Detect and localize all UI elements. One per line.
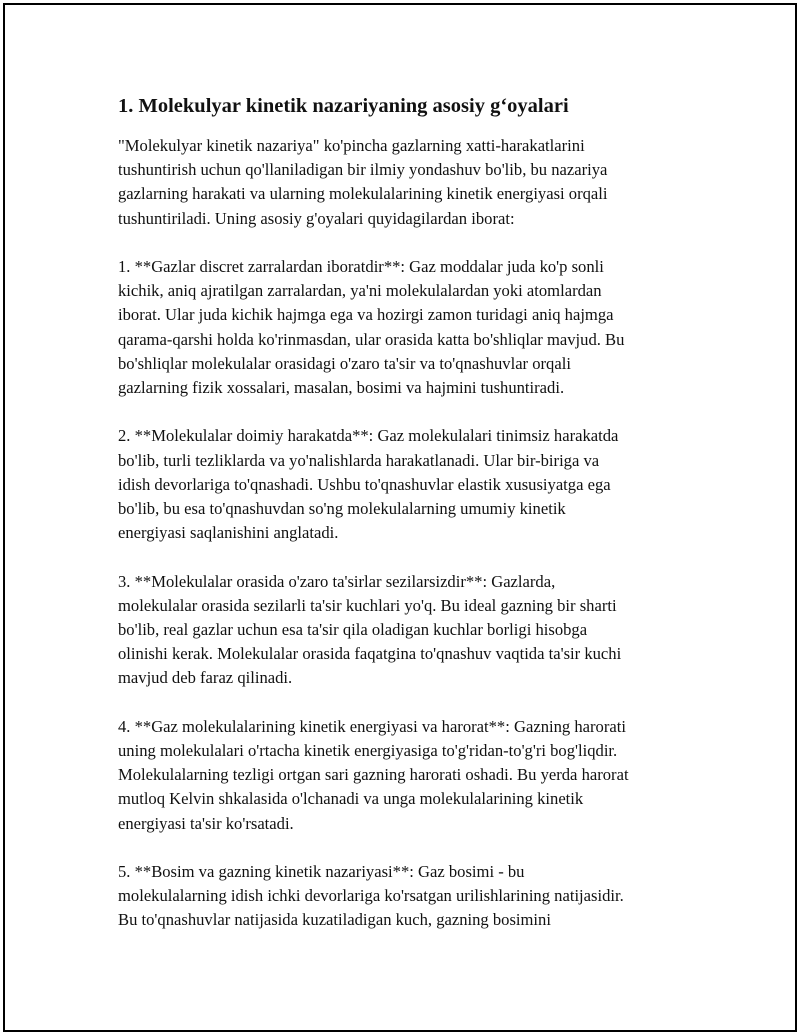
text-line: kichik, aniq ajratilgan zarralardan, ya'ni molekulalardan yoki atomlardan (118, 281, 602, 301)
text-line: molekulalarning idish ichki devorlariga ko'rsatgan urilishlarining natijasidir. (118, 886, 624, 906)
intro-paragraph (118, 134, 698, 231)
text-line: olinishi kerak. Molekulalar orasida faqatgina to'qnashuv vaqtida ta'sir kuchi (118, 644, 622, 664)
text-line: gazlarning fizik xossalari, masalan, bosimi va hajmini tushuntiradi. (118, 378, 565, 398)
text-line: 2. **Molekulalar doimiy harakatda**: Gaz molekulalari tinimsiz harakatda (118, 426, 619, 446)
text-line: 1. **Gazlar discret zarralardan iboratdir**: Gaz moddalar juda ko'p sonli (118, 257, 604, 276)
text-line: mutloq Kelvin shkalasida o'lchanadi va unga molekulalarining kinetik (118, 789, 584, 809)
text-line: Molekulalarning tezligi ortgan sari gazning harorati oshadi. Bu yerda harorat (118, 765, 629, 785)
text-line: uning molekulalari o'rtacha kinetik energiyasiga to'g'ridan-to'g'ri bog'liqdir. (118, 741, 618, 761)
text-line: idish devorlariga to'qnashadi. Ushbu to'qnashuvlar elastik xususiyatga ega (118, 474, 611, 494)
text-line: energiyasi saqlanishini anglatadi. (118, 523, 339, 543)
point-4-paragraph (118, 715, 698, 836)
text-line: iborat. Ular juda kichik hajmga ega va hozirgi zamon turidagi aniq hajmga (118, 305, 614, 325)
point-5-paragraph (118, 860, 698, 933)
text-line: gazlarning harakati va ularning molekulalarining kinetik energiyasi orqali (118, 184, 608, 204)
text-line: molekulalar orasida sezilarli ta'sir kuchlari yo'q. Bu ideal gazning bir sharti (118, 595, 617, 615)
text-line: bo'lib, turli tezliklarda va yo'nalishlarda harakatlanadi. Ular bir-biriga va (118, 450, 600, 470)
text-line: qarama-qarshi holda ko'rinmasdan, ular orasida katta bo'shliqlar mavjud. Bu (118, 329, 625, 349)
section-title: 1. Molekulyar kinetik nazariyaning asosiy g‘oyalari (118, 95, 569, 117)
text-line: mavjud deb faraz qilinadi. (118, 668, 293, 688)
document-body (118, 92, 698, 957)
text-line: "Molekulyar kinetik nazariya" ko'pincha gazlarning xatti-harakatlarini (118, 136, 585, 155)
text-line: 5. **Bosim va gazning kinetik nazariyasi**: Gaz bosimi - bu (118, 862, 525, 882)
text-line: bo'lib, bu esa to'qnashuvdan so'ng molekulalarning umumiy kinetik (118, 499, 566, 519)
text-line: bo'lib, real gazlar uchun esa ta'sir qila oladigan kuchlar borligi hisobga (118, 620, 588, 640)
point-2-paragraph (118, 424, 698, 545)
text-line: Bu to'qnashuvlar natijasida kuzatiladigan kuch, gazning bosimini (118, 910, 551, 930)
text-line: 3. **Molekulalar orasida o'zaro ta'sirlar sezilarsizdir**: Gazlarda, (118, 571, 556, 591)
text-line: tushuntiriladi. Uning asosiy g'oyalari quyidagilardan iborat: (118, 208, 515, 228)
text-line: 4. **Gaz molekulalarining kinetik energiyasi va harorat**: Gazning harorati (118, 716, 626, 736)
point-3-paragraph (118, 570, 698, 691)
point-1-paragraph (118, 255, 698, 400)
text-line: energiyasi ta'sir ko'rsatadi. (118, 813, 294, 833)
text-line: bo'shliqlar molekulalar orasidagi o'zaro ta'sir va to'qnashuvlar orqali (118, 353, 571, 373)
text-line: tushuntirish uchun qo'llaniladigan bir ilmiy yondashuv bo'lib, bu nazariya (118, 160, 608, 180)
